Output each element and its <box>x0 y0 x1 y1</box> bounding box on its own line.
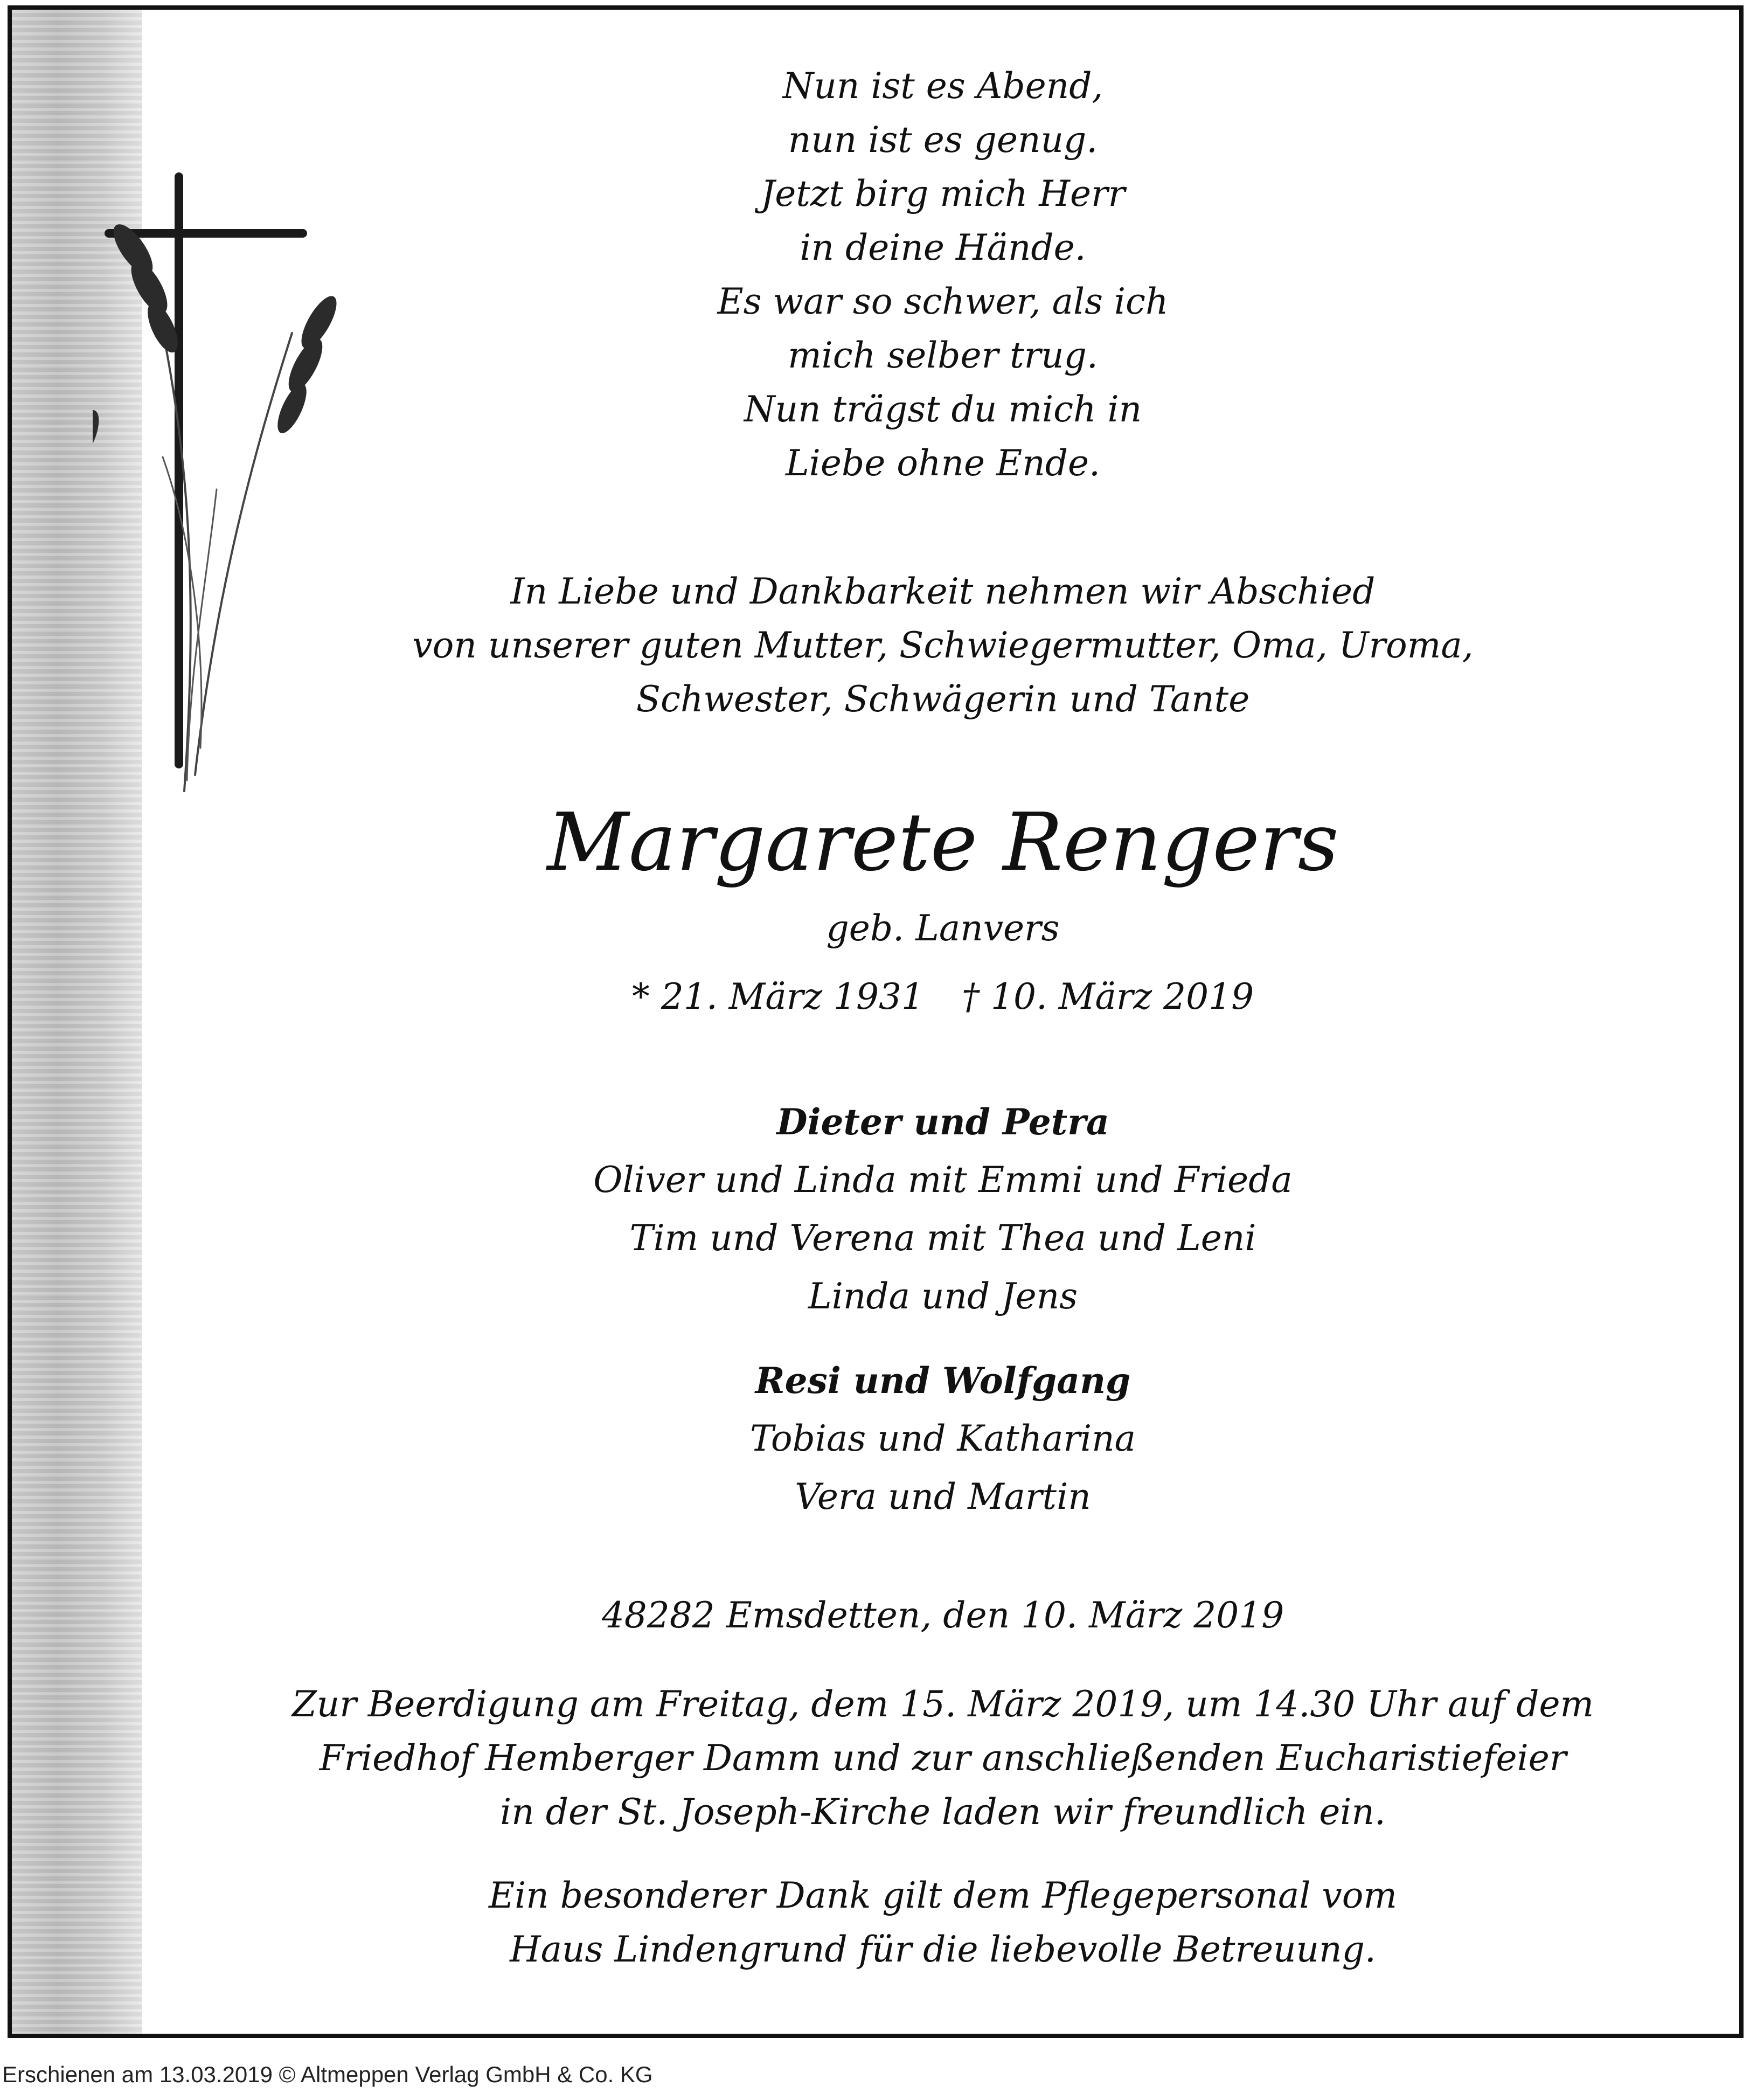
thanks-line: Haus Lindengrund für die liebevolle Betreuung. <box>510 1929 1376 1970</box>
intro-line: In Liebe und Dankbarkeit nehmen wir Abschied <box>510 571 1376 612</box>
family-member: Oliver und Linda mit Emmi und Frieda <box>593 1159 1293 1201</box>
obituary-content <box>147 10 1739 2034</box>
funeral-line: Friedhof Hemberger Damm und zur anschließenden Eucharistiefeier <box>319 1737 1567 1779</box>
publication-footer: Erschienen am 13.03.2019 © Altmeppen Verlag GmbH & Co. KG <box>2 2062 653 2087</box>
funeral-line: Zur Beerdigung am Freitag, dem 15. März 2019, um 14.30 Uhr auf dem <box>291 1683 1594 1725</box>
family-group <box>147 1352 1739 1526</box>
obituary-frame <box>8 5 1744 2038</box>
family-member: Vera und Martin <box>795 1476 1091 1517</box>
poem-line: nun ist es genug. <box>788 119 1098 161</box>
intro-line: Schwester, Schwägerin und Tante <box>636 678 1250 720</box>
family-member: Tobias und Katharina <box>750 1418 1136 1459</box>
family-head: Resi und Wolfgang <box>755 1360 1131 1402</box>
funeral-line: in der St. Joseph-Kirche laden wir freundlich ein. <box>500 1791 1386 1833</box>
family-head: Dieter und Petra <box>776 1101 1109 1143</box>
poem-line: Jetzt birg mich Herr <box>760 173 1126 214</box>
life-dates <box>147 970 1739 1024</box>
family-member: Linda und Jens <box>808 1276 1078 1317</box>
poem-line: mich selber trug. <box>788 335 1098 376</box>
place-and-date: 48282 Emsdetten, den 10. März 2019 <box>601 1595 1284 1636</box>
death-date: † 10. März 2019 <box>962 976 1254 1017</box>
maiden-name: geb. Lanvers <box>826 907 1060 949</box>
family-member: Tim und Verena mit Thea und Leni <box>629 1217 1256 1259</box>
thanks-line: Ein besonderer Dank gilt dem Pflegepersonal vom <box>488 1875 1398 1916</box>
intro-line: von unserer guten Mutter, Schwiegermutter, Oma, Uroma, <box>412 625 1474 666</box>
poem <box>147 59 1739 490</box>
deceased-name: Margarete Rengers <box>547 796 1339 889</box>
thanks-note <box>147 1869 1739 1977</box>
poem-line: Es war so schwer, als ich <box>717 281 1169 322</box>
poem-line: Nun ist es Abend, <box>782 65 1103 107</box>
poem-line: Nun trägst du mich in <box>744 389 1142 430</box>
farewell-intro <box>147 565 1739 726</box>
family-group <box>147 1093 1739 1326</box>
funeral-notice <box>147 1678 1739 1839</box>
poem-line: Liebe ohne Ende. <box>785 442 1101 484</box>
poem-line: in deine Hände. <box>800 227 1086 268</box>
birth-date: * 21. März 1931 <box>631 976 924 1017</box>
